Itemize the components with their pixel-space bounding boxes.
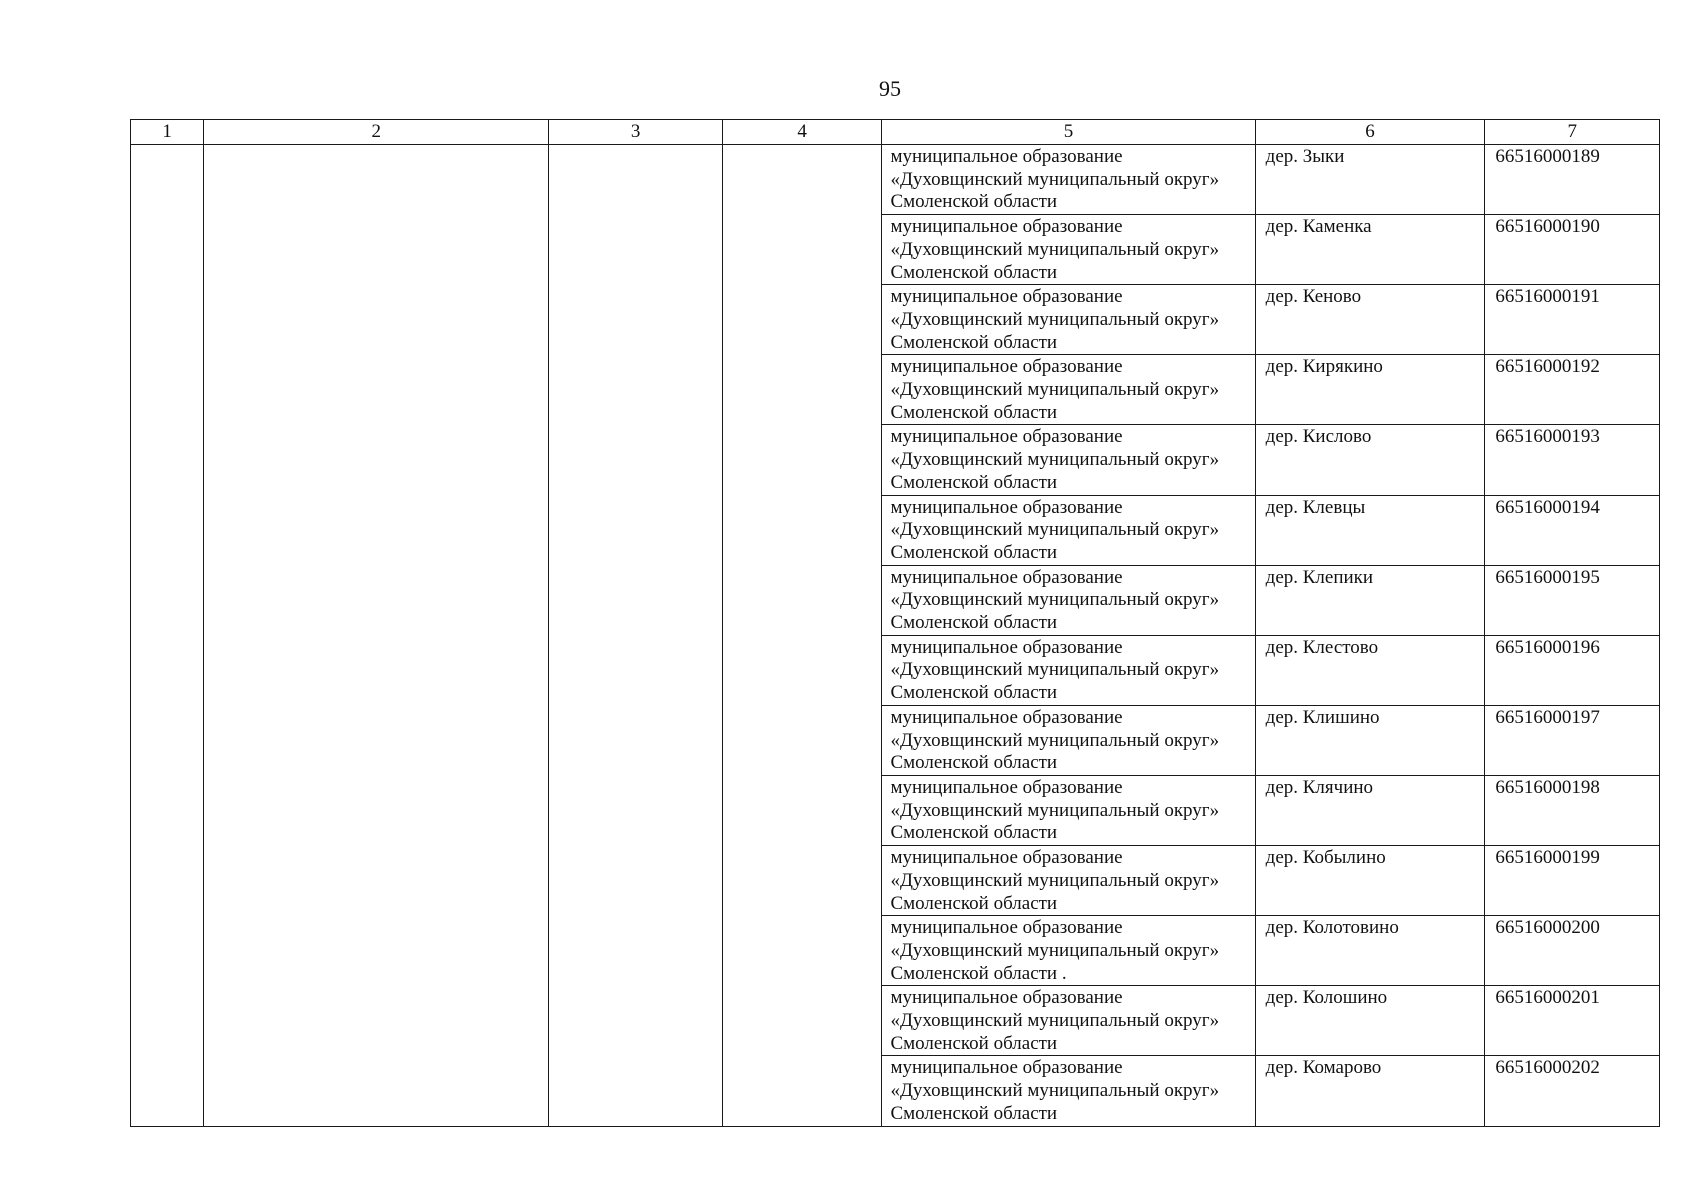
col1-empty-cell [131, 145, 204, 1127]
settlement-cell: дер. Кеново [1255, 285, 1485, 355]
municipality-cell: муниципальное образование «Духовщинский муниципальный округ» Смоленской области [882, 635, 1255, 705]
settlement-cell: дер. Клевцы [1255, 495, 1485, 565]
municipality-cell: муниципальное образование «Духовщинский муниципальный округ» Смоленской области [882, 355, 1255, 425]
settlement-cell: дер. Комарово [1255, 1056, 1485, 1126]
settlement-cell: дер. Колошино [1255, 986, 1485, 1056]
column-header-2: 2 [204, 120, 549, 145]
settlement-cell: дер. Клепики [1255, 565, 1485, 635]
settlement-cell: дер. Зыки [1255, 145, 1485, 215]
settlement-cell: дер. Кирякино [1255, 355, 1485, 425]
column-number-row [131, 120, 1660, 145]
oktmo-code-cell: 66516000202 [1485, 1056, 1660, 1126]
municipality-cell: муниципальное образование «Духовщинский муниципальный округ» Смоленской области [882, 1056, 1255, 1126]
oktmo-code-cell: 66516000198 [1485, 775, 1660, 845]
municipality-cell: муниципальное образование «Духовщинский муниципальный округ» Смоленской области . [882, 916, 1255, 986]
municipality-cell: муниципальное образование «Духовщинский муниципальный округ» Смоленской области [882, 425, 1255, 495]
oktmo-code-cell: 66516000195 [1485, 565, 1660, 635]
municipality-cell: муниципальное образование «Духовщинский муниципальный округ» Смоленской области [882, 215, 1255, 285]
settlement-cell: дер. Клячино [1255, 775, 1485, 845]
oktmo-code-cell: 66516000194 [1485, 495, 1660, 565]
oktmo-code-cell: 66516000196 [1485, 635, 1660, 705]
column-header-3: 3 [549, 120, 723, 145]
municipality-cell: муниципальное образование «Духовщинский муниципальный округ» Смоленской области [882, 705, 1255, 775]
settlement-cell: дер. Каменка [1255, 215, 1485, 285]
col4-empty-cell [722, 145, 882, 1127]
municipality-cell: муниципальное образование «Духовщинский муниципальный округ» Смоленской области [882, 775, 1255, 845]
oktmo-code-cell: 66516000193 [1485, 425, 1660, 495]
settlement-cell: дер. Клишино [1255, 705, 1485, 775]
table-row [131, 145, 1660, 215]
settlement-cell: дер. Клестово [1255, 635, 1485, 705]
municipality-cell: муниципальное образование «Духовщинский муниципальный округ» Смоленской области [882, 145, 1255, 215]
municipality-cell: муниципальное образование «Духовщинский муниципальный округ» Смоленской области [882, 846, 1255, 916]
column-header-6: 6 [1255, 120, 1485, 145]
column-header-7: 7 [1485, 120, 1660, 145]
settlement-cell: дер. Колотовино [1255, 916, 1485, 986]
col3-empty-cell [549, 145, 723, 1127]
municipality-cell: муниципальное образование «Духовщинский муниципальный округ» Смоленской области [882, 495, 1255, 565]
oktmo-code-cell: 66516000200 [1485, 916, 1660, 986]
settlement-cell: дер. Кобылино [1255, 846, 1485, 916]
oktmo-code-cell: 66516000197 [1485, 705, 1660, 775]
settlements-table [130, 119, 1660, 1127]
oktmo-code-cell: 66516000192 [1485, 355, 1660, 425]
page-number: 95 [879, 76, 901, 101]
column-header-1: 1 [131, 120, 204, 145]
municipality-cell: муниципальное образование «Духовщинский муниципальный округ» Смоленской области [882, 565, 1255, 635]
oktmo-code-cell: 66516000191 [1485, 285, 1660, 355]
municipality-cell: муниципальное образование «Духовщинский муниципальный округ» Смоленской области [882, 285, 1255, 355]
municipality-cell: муниципальное образование «Духовщинский муниципальный округ» Смоленской области [882, 986, 1255, 1056]
column-header-4: 4 [722, 120, 882, 145]
column-header-5: 5 [882, 120, 1255, 145]
settlement-cell: дер. Кислово [1255, 425, 1485, 495]
oktmo-code-cell: 66516000199 [1485, 846, 1660, 916]
oktmo-code-cell: 66516000189 [1485, 145, 1660, 215]
oktmo-code-cell: 66516000201 [1485, 986, 1660, 1056]
oktmo-code-cell: 66516000190 [1485, 215, 1660, 285]
col2-empty-cell [204, 145, 549, 1127]
